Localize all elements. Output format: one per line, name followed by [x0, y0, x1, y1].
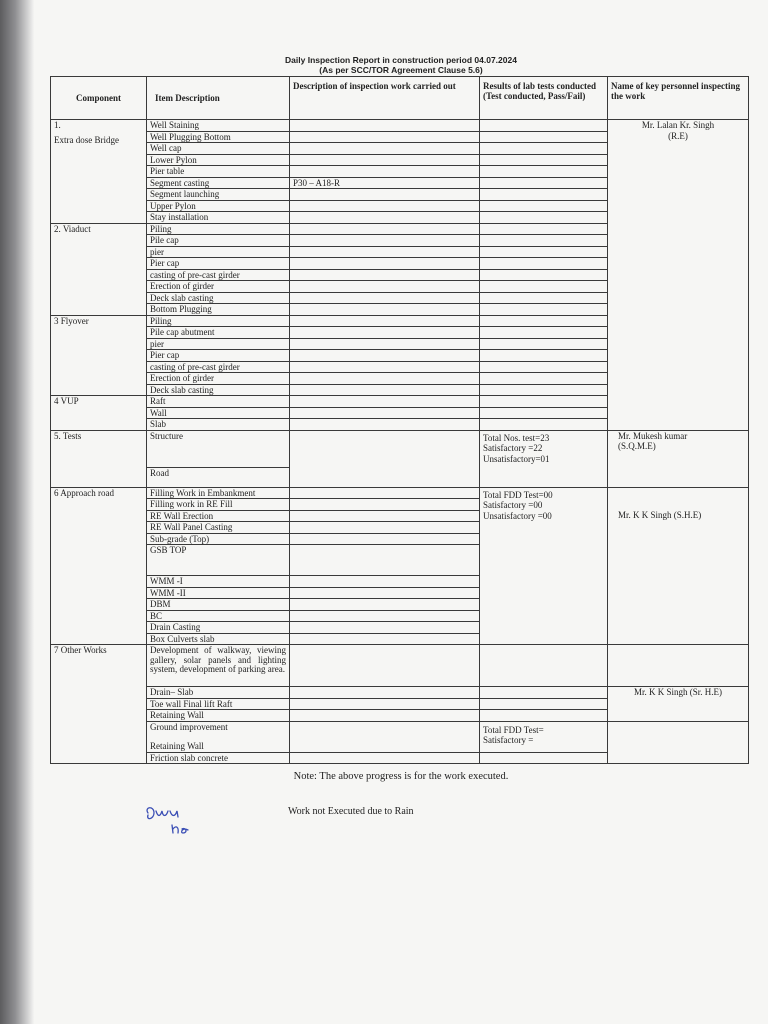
results-cell — [480, 235, 608, 247]
item-cell: WMM -II — [147, 587, 290, 599]
description-cell — [290, 710, 480, 722]
personnel-cell-tests — [608, 430, 749, 487]
description-cell — [290, 223, 480, 235]
results-cell — [480, 177, 608, 189]
description-cell — [290, 698, 480, 710]
results-cell — [480, 350, 608, 362]
results-cell — [480, 292, 608, 304]
description-cell — [290, 721, 480, 752]
description-cell — [290, 587, 480, 599]
component-tests: 5. Tests — [51, 430, 147, 487]
description-cell — [290, 645, 480, 687]
item-cell: Deck slab casting — [147, 384, 290, 396]
item-cell: Road — [147, 468, 290, 487]
header-component: Component — [51, 77, 147, 120]
header-lab-results: Results of lab tests conducted (Test conducted, Pass/Fail) — [480, 77, 608, 120]
description-cell — [290, 166, 480, 178]
item-cell: Piling — [147, 223, 290, 235]
results-cell — [480, 338, 608, 350]
description-cell — [290, 269, 480, 281]
results-cell — [480, 752, 608, 764]
description-cell — [290, 131, 480, 143]
description-cell — [290, 407, 480, 419]
component-flyover: 3 Flyover — [51, 315, 147, 396]
personnel-name: Mr. Lalan Kr. Singh — [641, 120, 715, 130]
results-cell — [480, 407, 608, 419]
table-row — [51, 120, 749, 132]
personnel-cell — [608, 721, 749, 764]
item-cell: Erection of girder — [147, 373, 290, 385]
results-cell — [480, 327, 608, 339]
results-cell — [480, 200, 608, 212]
personnel-name: Mr. Mukesh kumar — [618, 430, 688, 441]
item-cell: Box Culverts slab — [147, 633, 290, 645]
description-cell — [290, 487, 480, 499]
inspection-table — [50, 76, 749, 764]
results-unsatisfactory: Unsatisfactory=01 — [483, 453, 550, 464]
description-cell — [290, 510, 480, 522]
personnel-cell — [608, 645, 749, 687]
results-cell — [480, 120, 608, 132]
scan-edge-shadow — [0, 0, 34, 1024]
results-cell — [480, 281, 608, 293]
personnel-cell-approach: Mr. K K Singh (S.H.E) — [608, 487, 749, 645]
results-cell — [480, 419, 608, 431]
item-cell: Drain– Slab — [147, 687, 290, 699]
item-cell: Piling — [147, 315, 290, 327]
results-unsatisfactory: Unsatisfactory =00 — [483, 510, 552, 521]
description-cell — [290, 622, 480, 634]
item-text: Retaining Wall — [150, 741, 204, 751]
description-cell — [290, 633, 480, 645]
item-cell — [147, 721, 290, 752]
item-text: Ground improvement — [150, 721, 228, 732]
item-cell: WMM -I — [147, 576, 290, 588]
description-cell — [290, 189, 480, 201]
table-header-row — [51, 77, 749, 120]
personnel-cell-main — [608, 120, 749, 431]
item-cell: Pier cap — [147, 258, 290, 270]
description-cell — [290, 200, 480, 212]
item-cell: Pier cap — [147, 350, 290, 362]
item-cell: pier — [147, 338, 290, 350]
item-cell: RE Wall Erection — [147, 510, 290, 522]
item-cell: Segment launching — [147, 189, 290, 201]
description-cell — [290, 258, 480, 270]
component-vup: 4 VUP — [51, 396, 147, 431]
results-total: Total Nos. test=23 — [483, 432, 550, 443]
item-cell: Toe wall Final lift Raft — [147, 698, 290, 710]
results-cell — [480, 269, 608, 281]
approach-results-cell — [480, 487, 608, 645]
description-cell — [290, 522, 480, 534]
item-cell: RE Wall Panel Casting — [147, 522, 290, 534]
personnel-cell-other: Mr. K K Singh (Sr. H.E) — [608, 687, 749, 722]
results-cell — [480, 361, 608, 373]
results-satisfactory: Satisfactory = — [483, 735, 534, 745]
item-cell: DBM — [147, 599, 290, 611]
item-cell: Wall — [147, 407, 290, 419]
results-satisfactory: Satisfactory =00 — [483, 500, 543, 510]
results-cell — [480, 212, 608, 224]
table-row — [51, 687, 749, 699]
component-label: Extra dose Bridge — [54, 134, 119, 145]
document-page — [34, 0, 768, 1024]
description-cell — [290, 419, 480, 431]
description-cell — [290, 373, 480, 385]
item-cell: Segment casting — [147, 177, 290, 189]
item-cell: Bottom Plugging — [147, 304, 290, 316]
description-cell — [290, 304, 480, 316]
results-satisfactory: Satisfactory =22 — [483, 443, 543, 453]
rain-note: Work not Executed due to Rain — [288, 806, 414, 817]
component-other-works: 7 Other Works — [51, 645, 147, 764]
item-cell: Well cap — [147, 143, 290, 155]
item-cell: Stay installation — [147, 212, 290, 224]
results-cell — [480, 710, 608, 722]
item-cell: Erection of girder — [147, 281, 290, 293]
results-cell — [480, 304, 608, 316]
header-item-description: Item Description — [147, 77, 290, 120]
results-cell — [480, 154, 608, 166]
results-cell — [480, 396, 608, 408]
item-cell: casting of pre-cast girder — [147, 269, 290, 281]
results-cell — [480, 645, 608, 687]
results-cell — [480, 384, 608, 396]
item-cell: GSB TOP — [147, 545, 290, 576]
description-cell — [290, 396, 480, 408]
item-cell: Drain Casting — [147, 622, 290, 634]
item-cell: Well Staining — [147, 120, 290, 132]
results-cell — [480, 223, 608, 235]
description-cell — [290, 143, 480, 155]
description-cell: P30 – A18-R — [290, 177, 480, 189]
other-results-cell — [480, 721, 608, 752]
results-cell — [480, 698, 608, 710]
item-cell: Pier table — [147, 166, 290, 178]
results-cell — [480, 131, 608, 143]
item-cell: Pile cap abutment — [147, 327, 290, 339]
description-cell — [290, 499, 480, 511]
results-cell — [480, 315, 608, 327]
item-cell: Slab — [147, 419, 290, 431]
results-total: Total FDD Test=00 — [483, 489, 553, 500]
description-cell — [290, 120, 480, 132]
table-row — [51, 487, 749, 499]
description-cell — [290, 361, 480, 373]
results-cell — [480, 373, 608, 385]
table-row — [51, 430, 749, 468]
description-cell — [290, 292, 480, 304]
description-cell — [290, 338, 480, 350]
description-cell — [290, 235, 480, 247]
description-cell — [290, 545, 480, 576]
description-cell — [290, 576, 480, 588]
item-cell: Filling work in RE Fill — [147, 499, 290, 511]
item-cell: Friction slab concrete — [147, 752, 290, 764]
report-title: Daily Inspection Report in construction period 04.07.2024 — [285, 55, 517, 65]
table-row — [51, 645, 749, 687]
component-approach-road: 6 Approach road — [51, 487, 147, 645]
item-cell: pier — [147, 246, 290, 258]
header-inspection-description: Description of inspection work carried out — [290, 77, 480, 120]
item-cell: Deck slab casting — [147, 292, 290, 304]
description-cell — [290, 599, 480, 611]
description-cell — [290, 687, 480, 699]
item-cell: Development of walkway, viewing gallery, solar panels and lighting system, development of parking area. — [147, 645, 290, 687]
results-total: Total FDD Test= — [483, 724, 544, 735]
item-cell: casting of pre-cast girder — [147, 361, 290, 373]
personnel-role: (R.E) — [668, 130, 688, 141]
tests-results-cell — [480, 430, 608, 487]
results-cell — [480, 166, 608, 178]
results-cell — [480, 687, 608, 699]
component-number: 1. — [54, 120, 61, 130]
description-cell — [290, 327, 480, 339]
results-cell — [480, 258, 608, 270]
item-cell: Sub-grade (Top) — [147, 533, 290, 545]
description-cell — [290, 154, 480, 166]
description-cell — [290, 610, 480, 622]
results-cell — [480, 143, 608, 155]
item-cell: Well Plugging Bottom — [147, 131, 290, 143]
item-cell: Structure — [147, 430, 290, 468]
component-extradose — [51, 120, 147, 224]
description-cell — [290, 533, 480, 545]
results-cell — [480, 246, 608, 258]
report-subtitle: (As per SCC/TOR Agreement Clause 5.6) — [319, 65, 483, 75]
description-cell — [290, 430, 480, 487]
item-cell: Lower Pylon — [147, 154, 290, 166]
description-cell — [290, 315, 480, 327]
table-row — [51, 721, 749, 752]
item-cell: Raft — [147, 396, 290, 408]
description-cell — [290, 384, 480, 396]
item-cell: Retaining Wall — [147, 710, 290, 722]
item-cell: BC — [147, 610, 290, 622]
description-cell — [290, 752, 480, 764]
signature-image — [142, 803, 202, 839]
component-viaduct: 2. Viaduct — [51, 223, 147, 315]
header-key-personnel: Name of key personnel inspecting the work — [608, 77, 749, 120]
description-cell — [290, 281, 480, 293]
description-cell — [290, 212, 480, 224]
progress-note: Note: The above progress is for the work executed. — [293, 771, 509, 782]
personnel-role: (S.Q.M.E) — [618, 441, 656, 451]
item-cell: Upper Pylon — [147, 200, 290, 212]
item-cell: Pile cap — [147, 235, 290, 247]
description-cell — [290, 246, 480, 258]
results-cell — [480, 189, 608, 201]
item-cell: Filling Work in Embankment — [147, 487, 290, 499]
description-cell — [290, 350, 480, 362]
